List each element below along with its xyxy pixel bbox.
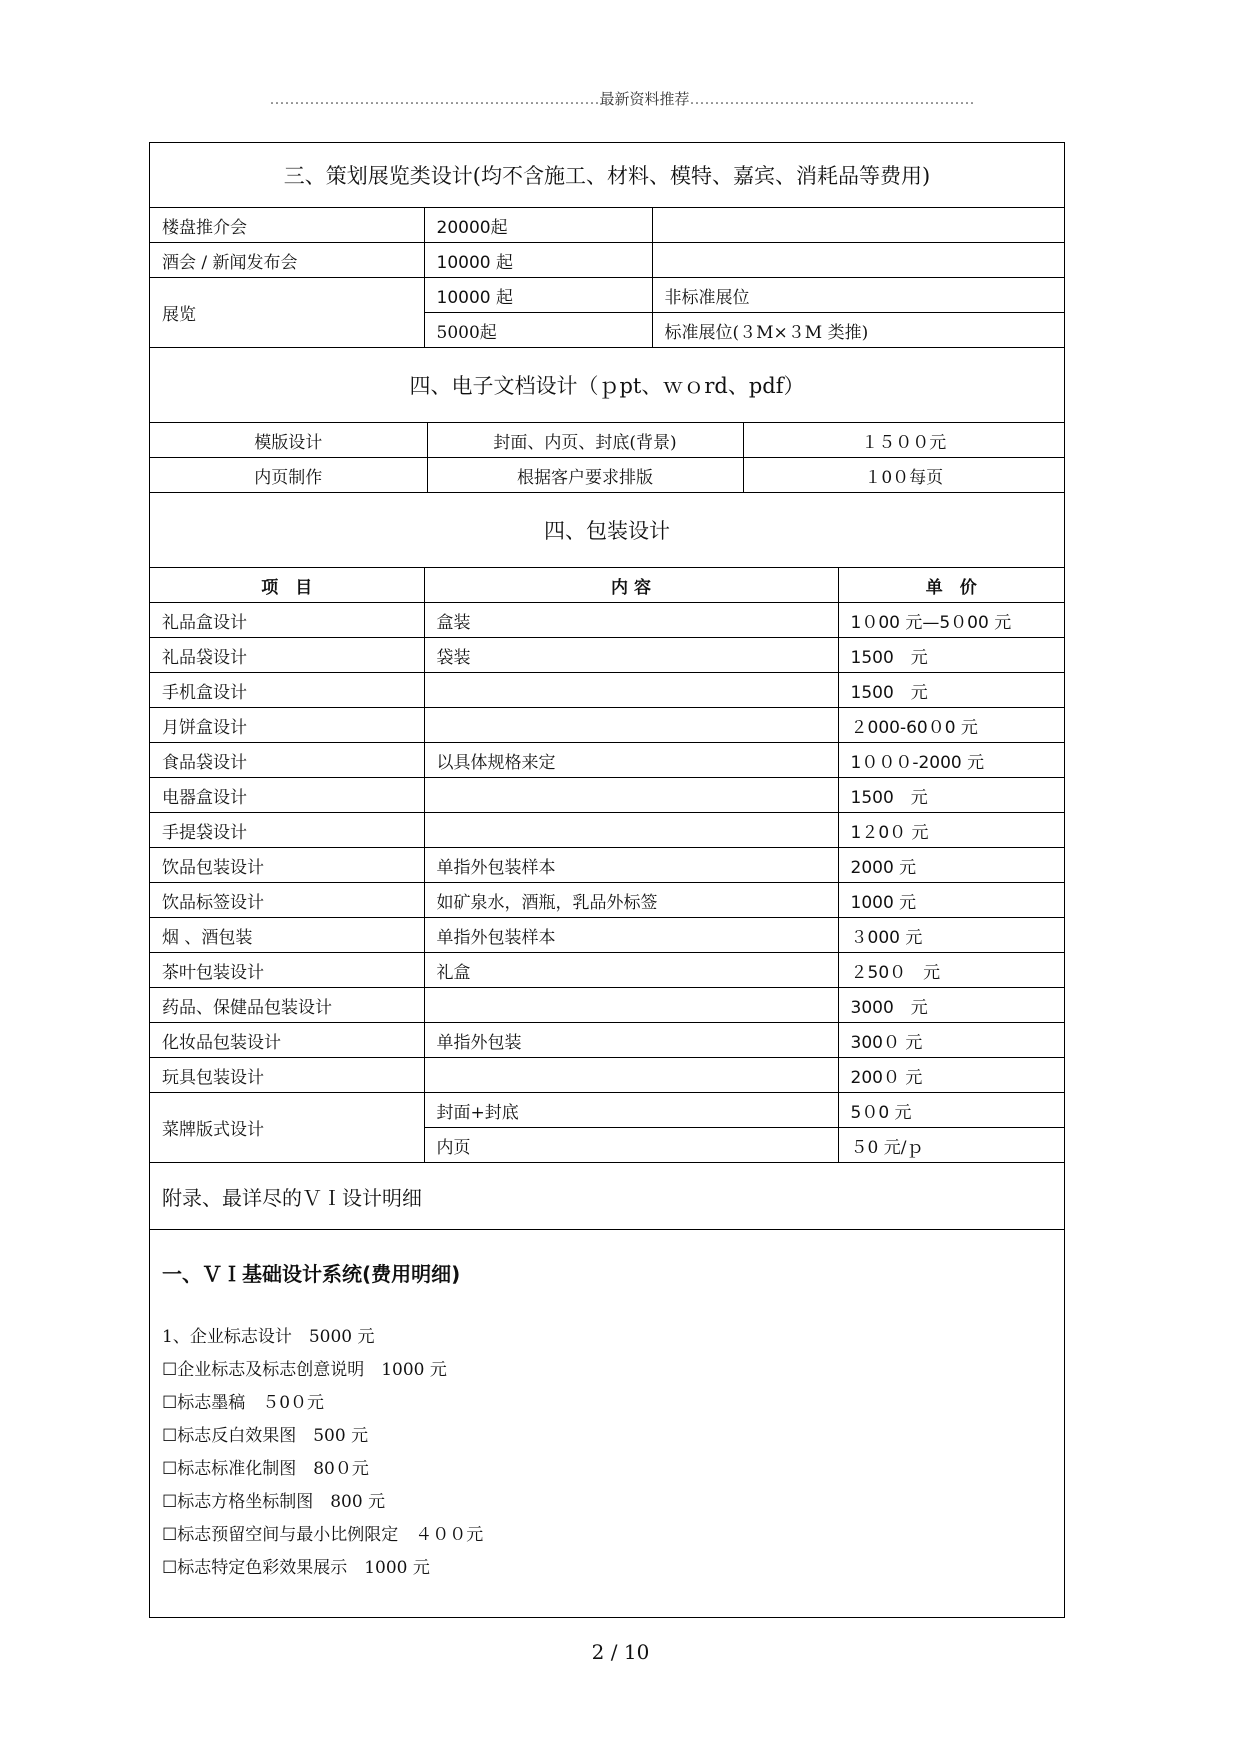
pkg-content: 盒装 bbox=[424, 603, 838, 638]
column-header-content: 内 容 bbox=[424, 568, 838, 603]
pkg-name: 手提袋设计 bbox=[150, 813, 424, 848]
pkg-name: 礼品袋设计 bbox=[150, 638, 424, 673]
pkg-price: 1000 元 bbox=[838, 883, 1064, 918]
pkg-name: 玩具包装设计 bbox=[150, 1058, 424, 1093]
exhibition-name: 楼盘推介会 bbox=[150, 208, 424, 243]
pkg-content: 单指外包装样本 bbox=[424, 848, 838, 883]
pkg-price: 1０００-2000 元 bbox=[838, 743, 1064, 778]
pkg-content bbox=[424, 988, 838, 1023]
pkg-name: 烟 、酒包装 bbox=[150, 918, 424, 953]
pkg-content: 袋装 bbox=[424, 638, 838, 673]
column-header-item: 项 目 bbox=[150, 568, 424, 603]
page-number: 2 / 10 bbox=[591, 1640, 650, 1664]
page-header bbox=[222, 88, 1022, 114]
exhibition-price: 10000 起 bbox=[424, 243, 652, 278]
vi-item: ☐标志预留空间与最小比例限定 ４００元 bbox=[162, 1525, 484, 1545]
appendix-title: 附录、最详尽的ＶＩ设计明细 bbox=[150, 1163, 1064, 1230]
pkg-name: 食品袋设计 bbox=[150, 743, 424, 778]
exhibition-title: 三、策划展览类设计(均不含施工、材料、模特、嘉宾、消耗品等费用) bbox=[150, 143, 1064, 208]
pkg-name: 化妆品包装设计 bbox=[150, 1023, 424, 1058]
vi-item: ☐标志墨稿 ５0０元 bbox=[162, 1393, 325, 1413]
pkg-price: ５0 元/ｐ bbox=[838, 1128, 1064, 1163]
pkg-price: ３000 元 bbox=[838, 918, 1064, 953]
exhibition-price: 10000 起 bbox=[424, 278, 652, 313]
exhibition-note bbox=[652, 208, 1064, 243]
pkg-price: 300０ 元 bbox=[838, 1023, 1064, 1058]
edoc-price: １５００元 bbox=[743, 423, 1064, 458]
edoc-content: 封面、内页、封底(背景) bbox=[427, 423, 743, 458]
edoc-price: １0０每页 bbox=[743, 458, 1064, 493]
vi-item: ☐标志反白效果图 500 元 bbox=[162, 1426, 369, 1446]
edoc-name: 内页制作 bbox=[150, 458, 427, 493]
vi-item: ☐标志标准化制图 80０元 bbox=[162, 1459, 369, 1479]
vi-section bbox=[150, 1230, 1064, 1596]
packaging-table bbox=[150, 493, 1064, 1163]
column-header-price: 单 价 bbox=[838, 568, 1064, 603]
pkg-price: ２000-60０0 元 bbox=[838, 708, 1064, 743]
header-dots-left: ………………………………………………………… bbox=[269, 90, 600, 108]
pkg-price: 1０00 元—5０00 元 bbox=[838, 603, 1064, 638]
exhibition-price: 20000起 bbox=[424, 208, 652, 243]
pkg-price: 1500 元 bbox=[838, 638, 1064, 673]
pkg-content bbox=[424, 813, 838, 848]
pkg-price: 1500 元 bbox=[838, 673, 1064, 708]
packaging-title: 四、包装设计 bbox=[150, 493, 1064, 568]
pkg-price: 1500 元 bbox=[838, 778, 1064, 813]
pkg-price: 5０0 元 bbox=[838, 1093, 1064, 1128]
appendix-table bbox=[150, 1163, 1064, 1595]
pkg-content: 单指外包装 bbox=[424, 1023, 838, 1058]
pkg-price: 2000 元 bbox=[838, 848, 1064, 883]
exhibition-price: 5000起 bbox=[424, 313, 652, 348]
exhibition-name: 展览 bbox=[150, 278, 424, 348]
pkg-content: 单指外包装样本 bbox=[424, 918, 838, 953]
pkg-content: 如矿泉水，酒瓶，乳品外标签 bbox=[424, 883, 838, 918]
pkg-content: 封面+封底 bbox=[424, 1093, 838, 1128]
pkg-content bbox=[424, 778, 838, 813]
pkg-name: 菜牌版式设计 bbox=[150, 1093, 424, 1163]
pkg-content bbox=[424, 673, 838, 708]
edoc-table bbox=[150, 348, 1064, 493]
pkg-content bbox=[424, 1058, 838, 1093]
pkg-name: 饮品包装设计 bbox=[150, 848, 424, 883]
pkg-price: 200０ 元 bbox=[838, 1058, 1064, 1093]
vi-item: ☐企业标志及标志创意说明 1000 元 bbox=[162, 1360, 447, 1380]
pkg-content: 以具体规格来定 bbox=[424, 743, 838, 778]
exhibition-table bbox=[150, 143, 1064, 348]
pkg-name: 礼品盒设计 bbox=[150, 603, 424, 638]
document-frame bbox=[149, 142, 1065, 1618]
pkg-content: 礼盒 bbox=[424, 953, 838, 988]
pkg-content: 内页 bbox=[424, 1128, 838, 1163]
pkg-price: ２50０ 元 bbox=[838, 953, 1064, 988]
pkg-price: 3000 元 bbox=[838, 988, 1064, 1023]
exhibition-name: 酒会 / 新闻发布会 bbox=[150, 243, 424, 278]
pkg-name: 茶叶包装设计 bbox=[150, 953, 424, 988]
pkg-content bbox=[424, 708, 838, 743]
header-text: 最新资料推荐 bbox=[599, 90, 690, 108]
pkg-name: 月饼盒设计 bbox=[150, 708, 424, 743]
vi-item: ☐标志特定色彩效果展示 1000 元 bbox=[162, 1558, 430, 1578]
header-dots-right: ………………………………………………… bbox=[689, 90, 975, 108]
pkg-price: 1２0０ 元 bbox=[838, 813, 1064, 848]
vi-item: ☐标志方格坐标制图 800 元 bbox=[162, 1492, 386, 1512]
vi-item: 1、企业标志设计 5000 元 bbox=[162, 1327, 375, 1347]
exhibition-note: 非标准展位 bbox=[652, 278, 1064, 313]
exhibition-note: 标准展位(３M×３M 类推) bbox=[652, 313, 1064, 348]
pkg-name: 手机盒设计 bbox=[150, 673, 424, 708]
edoc-title: 四、电子文档设计（ｐpt、ｗｏrd、pdf） bbox=[150, 348, 1064, 423]
edoc-content: 根据客户要求排版 bbox=[427, 458, 743, 493]
edoc-name: 模版设计 bbox=[150, 423, 427, 458]
pkg-name: 电器盒设计 bbox=[150, 778, 424, 813]
pkg-name: 饮品标签设计 bbox=[150, 883, 424, 918]
exhibition-note bbox=[652, 243, 1064, 278]
vi-title: 一、ＶＩ基础设计系统(费用明细) bbox=[162, 1262, 461, 1286]
pkg-name: 药品、保健品包装设计 bbox=[150, 988, 424, 1023]
